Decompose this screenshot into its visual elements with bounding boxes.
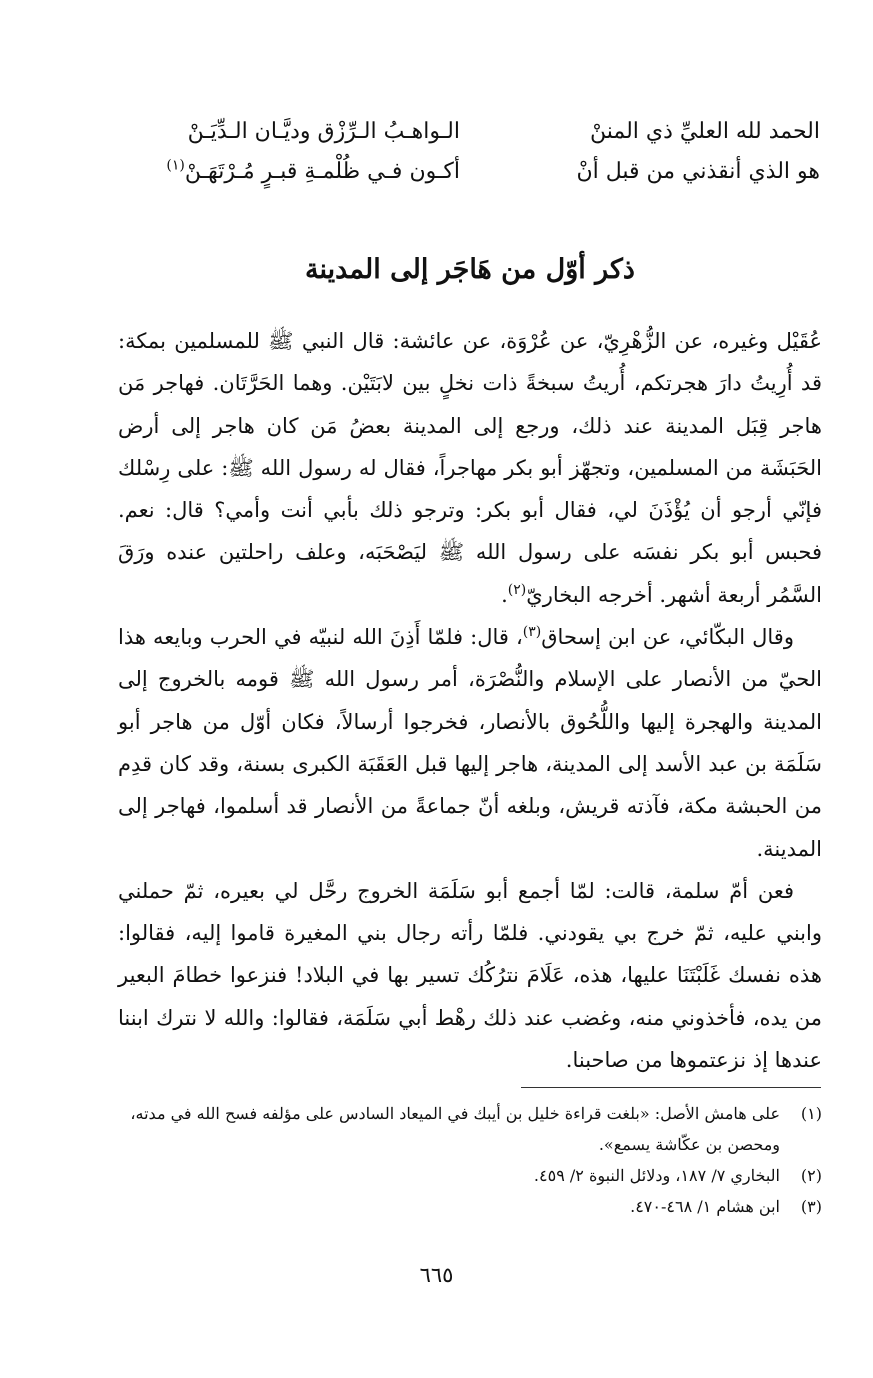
paragraph xyxy=(118,616,822,870)
paragraph-tail: ، قال: فلمّا أَذِنَ الله لنبيّه في الحرب وبايعه هذا الحيّ من الأنصار على الإسلام والنُّصْرَة، أمر رسول الله ﷺ قومه بالخروج إلى المدينة والهجرة إليها واللُّحُوق بالأنصار، فخرجوا أرسالاً، فكان أوّل من هاجر أبو سَلَمَة بن عبد الأسد إلى المدينة، هاجر إليها قبل العَقَبَة الكبرى بسنة، وقد كان قدِم من الحبشة مكة، فآذته قريش، وبلغه أنّ جماعةً من الأنصار قد أسلموا، فهاجر إلى المدينة. xyxy=(118,625,822,861)
page-number: ٦٦٥ xyxy=(419,1263,454,1287)
section-title: ذكر أوّل من هَاجَر إلى المدينة xyxy=(305,254,635,285)
footnote-number: (٣) xyxy=(800,1197,822,1216)
poem-line xyxy=(120,112,820,152)
footnote-text: ابن هشام ١/ ٤٦٨-٤٧٠. xyxy=(630,1197,780,1216)
footnote-mark: (١) xyxy=(166,157,185,174)
poem-second-hemistich xyxy=(120,152,460,192)
poem-verses xyxy=(120,112,820,192)
footnote-text: على هامش الأصل: «بلغت قراءة خليل بن أيبك في الميعاد السادس على مؤلفه فسح الله في مدته، ومحصن بن عكّاشة يسمع». xyxy=(130,1104,780,1154)
footnote-divider xyxy=(521,1087,821,1088)
footnote-mark: (٢) xyxy=(507,581,527,598)
footnote-mark: (٣) xyxy=(522,624,542,641)
poem-line xyxy=(120,152,820,192)
footnote xyxy=(118,1098,822,1160)
poem-second-hemistich-text: الـواهـبُ الـرِّزْق وديَّـان الـدِّيَـنْ xyxy=(187,119,460,144)
paragraph-text: عُقَيْل وغيره، عن الزُّهْرِيّ، عن عُرْوَة، عن عائشة: قال النبي ﷺ للمسلمين بمكة: قد أُرِيتُ دارَ هجرتكم، أُريتُ سبخةً ذات نخلٍ بين لابَتَيْن. وهما الحَرَّتَان. فهاجر مَن هاجر قِبَل المدينة عند ذلك، ورجع إلى المدينة بعضُ مَن كان هاجر إلى أرض الحَبَشَة من المسلمين، وتجهّز أبو بكر مهاجراً، فقال له رسول الله ﷺ: على رِسْلك فإنّي أرجو أن يُؤْذَنَ لي، فقال أبو بكر: وترجو ذلك بأبي أنت وأمي؟ قال: نعم. فحبس أبو بكر نفسَه على رسول الله ﷺ ليَصْحَبَه، وعلف راحلتين عنده ورَقَ السَّمُر أربعة أشهر. أخرجه البخاريّ xyxy=(118,329,822,607)
footnotes xyxy=(118,1098,822,1222)
paragraph xyxy=(118,320,822,616)
poem-first-hemistich: هو الذي أنقذني من قبل أنْ xyxy=(576,159,820,184)
poem-second-hemistich-text: أكـون فـي ظُلْمـةِ قبـرٍ مُـرْتَهَـنْ xyxy=(184,159,460,184)
footnote-number: (١) xyxy=(800,1104,822,1123)
paragraph-text: وقال البكّائي، عن ابن إسحاق xyxy=(541,625,794,650)
poem-first-hemistich: الحمد لله العليِّ ذي المننْ xyxy=(589,119,820,144)
footnote xyxy=(118,1160,822,1191)
paragraph xyxy=(118,870,822,1081)
footnote-text: البخاري ٧/ ١٨٧، ودلائل النبوة ٢/ ٤٥٩. xyxy=(533,1166,780,1185)
poem-second-hemistich xyxy=(120,112,460,152)
paragraph-text: فعن أمّ سلمة، قالت: لمّا أجمع أبو سَلَمَة الخروج رحَّل لي بعيره، ثمّ حملني وابني عليه، ثمّ خرج بي يقودني. فلمّا رأته رجال بني المغيرة قاموا إليه، فقالوا: هذه نفسك غَلَبْتَنَا عليها، هذه، عَلَامَ نترُكُك تسير بها في البلاد! فنزعوا خطامَ البعير من يده، فأخذوني منه، وغضب عند ذلك رهْط أبي سَلَمَة، فقالوا: والله لا نترك ابننا عندها إذ نزعتموها من صاحبنا. xyxy=(118,878,822,1073)
footnote-number: (٢) xyxy=(800,1166,822,1185)
paragraph-tail: . xyxy=(501,582,508,607)
main-text xyxy=(118,320,822,1081)
footnote xyxy=(118,1191,822,1222)
